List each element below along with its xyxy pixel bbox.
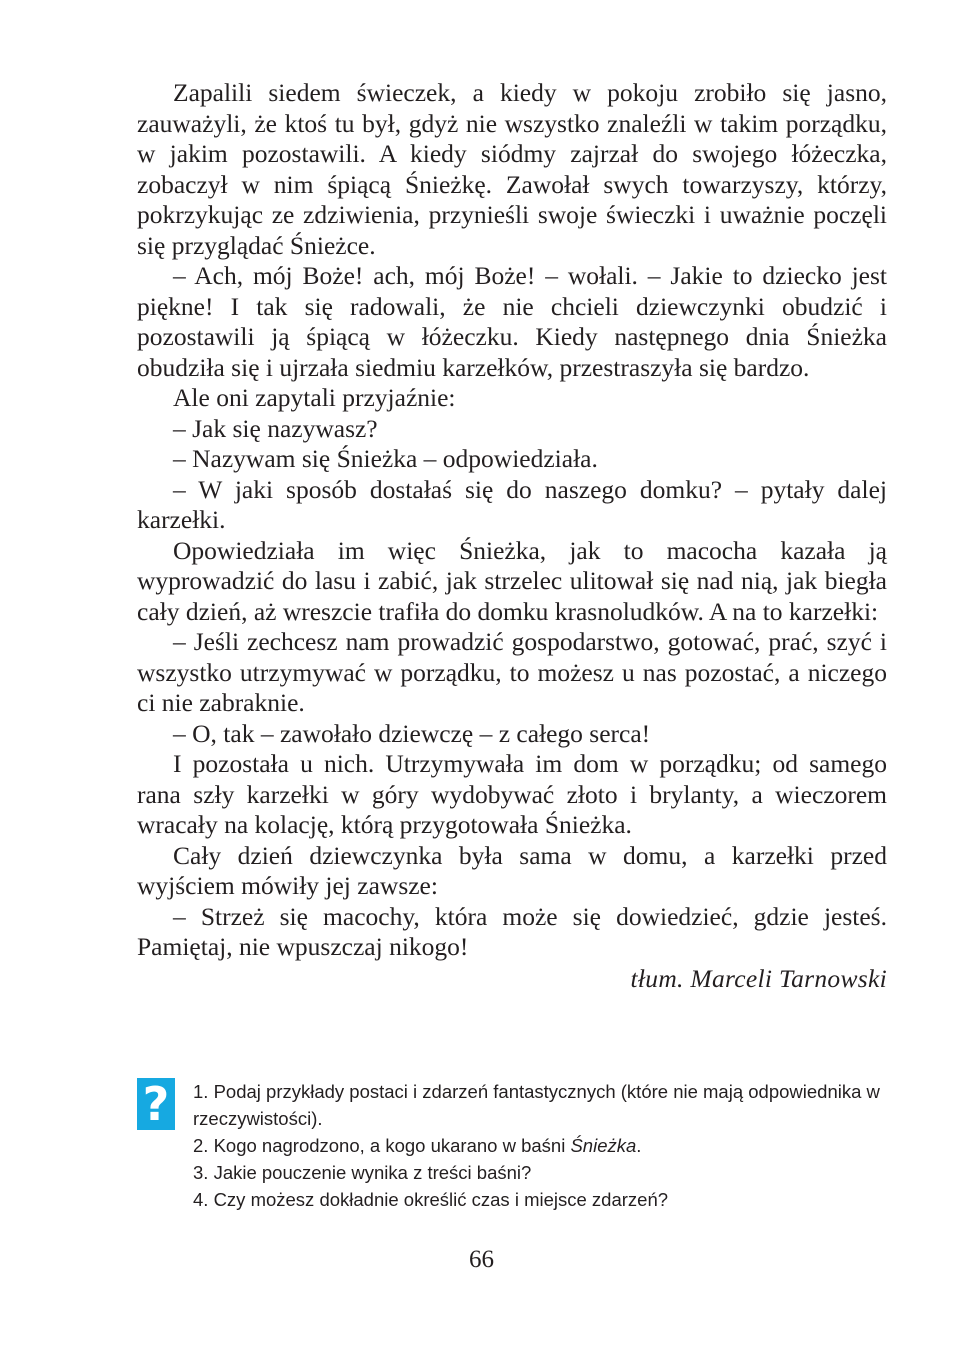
question-text: 2. Kogo nagrodzono, a kogo ukarano w baśni: [193, 1135, 571, 1156]
translator-credit: tłum. Marceli Tarnowski: [630, 963, 887, 993]
paragraph: Cały dzień dziewczynka była sama w domu, a karzełki przed wyjściem mówiły jej zawsze:: [137, 840, 887, 900]
book-title: Śnieżka: [570, 1135, 637, 1156]
paragraph: – Jak się nazywasz?: [173, 413, 378, 443]
question-item: [193, 1132, 887, 1159]
questions-list: [193, 1078, 887, 1213]
paragraph: – W jaki sposób dostałaś się do naszego domku? – pytały dalej karzełki.: [137, 474, 887, 534]
question-mark-icon: ?: [137, 1078, 175, 1130]
question-text: .: [636, 1135, 642, 1156]
paragraph: – Strzeż się macochy, która może się dowiedzieć, gdzie jesteś. Pamiętaj, nie wpuszczaj nikogo!: [137, 901, 887, 961]
paragraph: Ale oni zapytali przyjaźnie:: [173, 383, 456, 412]
questions-box: [137, 1078, 887, 1213]
story-text: [137, 78, 887, 994]
paragraph: – O, tak – zawołało dziewczę – z całego serca!: [173, 718, 651, 748]
paragraph: I pozostała u nich. Utrzymywała im dom w porządku; od samego rana szły karzełki w góry wydobywać złoto i brylanty, a wieczorem wracały na kolację, którą przygotowała Śnieżka.: [137, 749, 887, 839]
question-item: 3. Jakie pouczenie wynika z treści baśni?: [193, 1162, 532, 1183]
page-number: 66: [469, 1246, 494, 1273]
question-item: 1. Podaj przykłady postaci i zdarzeń fantastycznych (które nie mają odpowiednika w rzeczywistości).: [193, 1081, 880, 1129]
paragraph: Opowiedziała im więc Śnieżka, jak to macocha kazała ją wyprowadzić do lasu i zabić, jak strzelec ulitował się nad nią, jak biegła cały dzień, aż wreszcie trafiła do domku krasnoludków. A na to karzełki:: [137, 535, 887, 626]
paragraph: – Jeśli zechcesz nam prowadzić gospodarstwo, gotować, prać, szyć i wszystko utrzymywać w porządku, to możesz u nas pozostać, a niczego ci nie zabraknie.: [137, 627, 887, 717]
paragraph: – Nazywam się Śnieżka – odpowiedziała.: [173, 444, 598, 473]
paragraph: – Ach, mój Boże! ach, mój Boże! – wołali. – Jakie to dziecko jest piękne! I tak się radowali, że nie chcieli dziewczynki obudzić i pozostawili ją śpiącą w łóżeczku. Kiedy następnego dnia Śnieżka obudziła się i ujrzała siedmiu karzełków, przestraszyła się bardzo.: [137, 261, 887, 382]
paragraph: Zapalili siedem świeczek, a kiedy w pokoju zrobiło się jasno, zauważyli, że ktoś tu był, gdyż nie wszystko znaleźli w takim porządku, w jakim pozostawili. A kiedy siódmy zajrzał do swojego łóżeczka, zobaczył w nim śpiącą Śnieżkę. Zawołał swych towarzyszy, którzy, pokrzykując ze zdziwienia, przynieśli swoje świeczki i uważnie poczęli się przyglądać Śnieżce.: [137, 78, 887, 260]
question-item: 4. Czy możesz dokładnie określić czas i miejsce zdarzeń?: [193, 1189, 669, 1210]
